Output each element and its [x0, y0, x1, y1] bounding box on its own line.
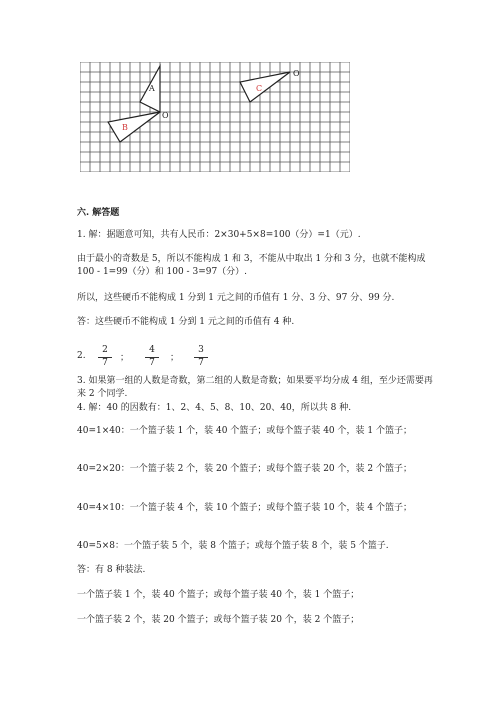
answer-4-summary-2: 一个篮子装 2 个，装 20 个篮子；或每个篮子装 20 个，装 2 个篮子；	[77, 615, 360, 625]
fraction-2-denominator: 7	[149, 358, 155, 368]
answer-3: 3. 如果第一组的人数是奇数，第二组的人数是奇数；如果要平均分成 4 组，至少还需要再来 2 个同学.	[77, 376, 433, 399]
answer-4-conclusion: 答：有 8 种装法.	[77, 565, 146, 575]
answer-1-line-3: 所以，这些硬币不能构成 1 分到 1 元之间的币值有 1 分、3 分、97 分、99 分.	[77, 293, 395, 303]
answer-1-line-2: 由于最小的奇数是 5，所以不能构成 1 和 3，不能从中取出 1 分和 3 分，也就不能构成 100 - 1=99（分）和 100 - 3=97（分）.	[77, 254, 429, 277]
answer-4-case-3: 40=4×10：一个篮子装 4 个，装 10 个篮子；或每个篮子装 10 个，装 4 个篮子；	[77, 503, 412, 513]
separator-1: ；	[120, 353, 130, 363]
fraction-3-denominator: 7	[198, 358, 204, 368]
fraction-1	[98, 345, 112, 369]
answer-4-case-4: 40=5×8：一个篮子装 5 个，装 8 个篮子；或每个篮子装 8 个，装 5 个篮子.	[77, 541, 389, 551]
label-o-1: O	[162, 111, 169, 120]
label-b: B	[122, 123, 128, 132]
answer-4-intro: 4. 解：40 的因数有：1、2、4、5、8、10、20、40，所以共 8 种.	[77, 403, 352, 413]
label-o-2: O	[293, 69, 300, 78]
triangle-c	[240, 72, 290, 102]
separator-2: ；	[170, 353, 180, 363]
label-a: A	[149, 84, 155, 93]
grid-lines	[80, 62, 350, 172]
triangle-b	[108, 112, 160, 142]
answer-4-summary-1: 一个篮子装 1 个，装 40 个篮子；或每个篮子装 40 个，装 1 个篮子；	[77, 590, 360, 600]
fraction-3-numerator: 3	[194, 345, 208, 358]
section-title: 六. 解答题	[77, 208, 120, 218]
label-c: C	[256, 84, 263, 93]
answer-1-line-1: 1. 解：据题意可知，共有人民币：2×30+5×8=100（分）=1（元）.	[77, 230, 361, 240]
answer-4-case-2: 40=2×20：一个篮子装 2 个，装 20 个篮子；或每个篮子装 20 个，装 2 个篮子；	[77, 464, 412, 474]
fraction-3	[194, 345, 208, 369]
answer-2-label: 2.	[77, 351, 86, 361]
fraction-1-numerator: 2	[98, 345, 112, 358]
grid-figure	[80, 62, 350, 172]
fraction-1-denominator: 7	[102, 358, 108, 368]
answer-4-case-1: 40=1×40：一个篮子装 1 个，装 40 个篮子；或每个篮子装 40 个，装 1 个篮子；	[77, 426, 412, 436]
fraction-2-numerator: 4	[145, 345, 159, 358]
fraction-2	[145, 345, 159, 369]
answer-1-conclusion: 答：这些硬币不能构成 1 分到 1 元之间的币值有 4 种.	[77, 317, 295, 327]
